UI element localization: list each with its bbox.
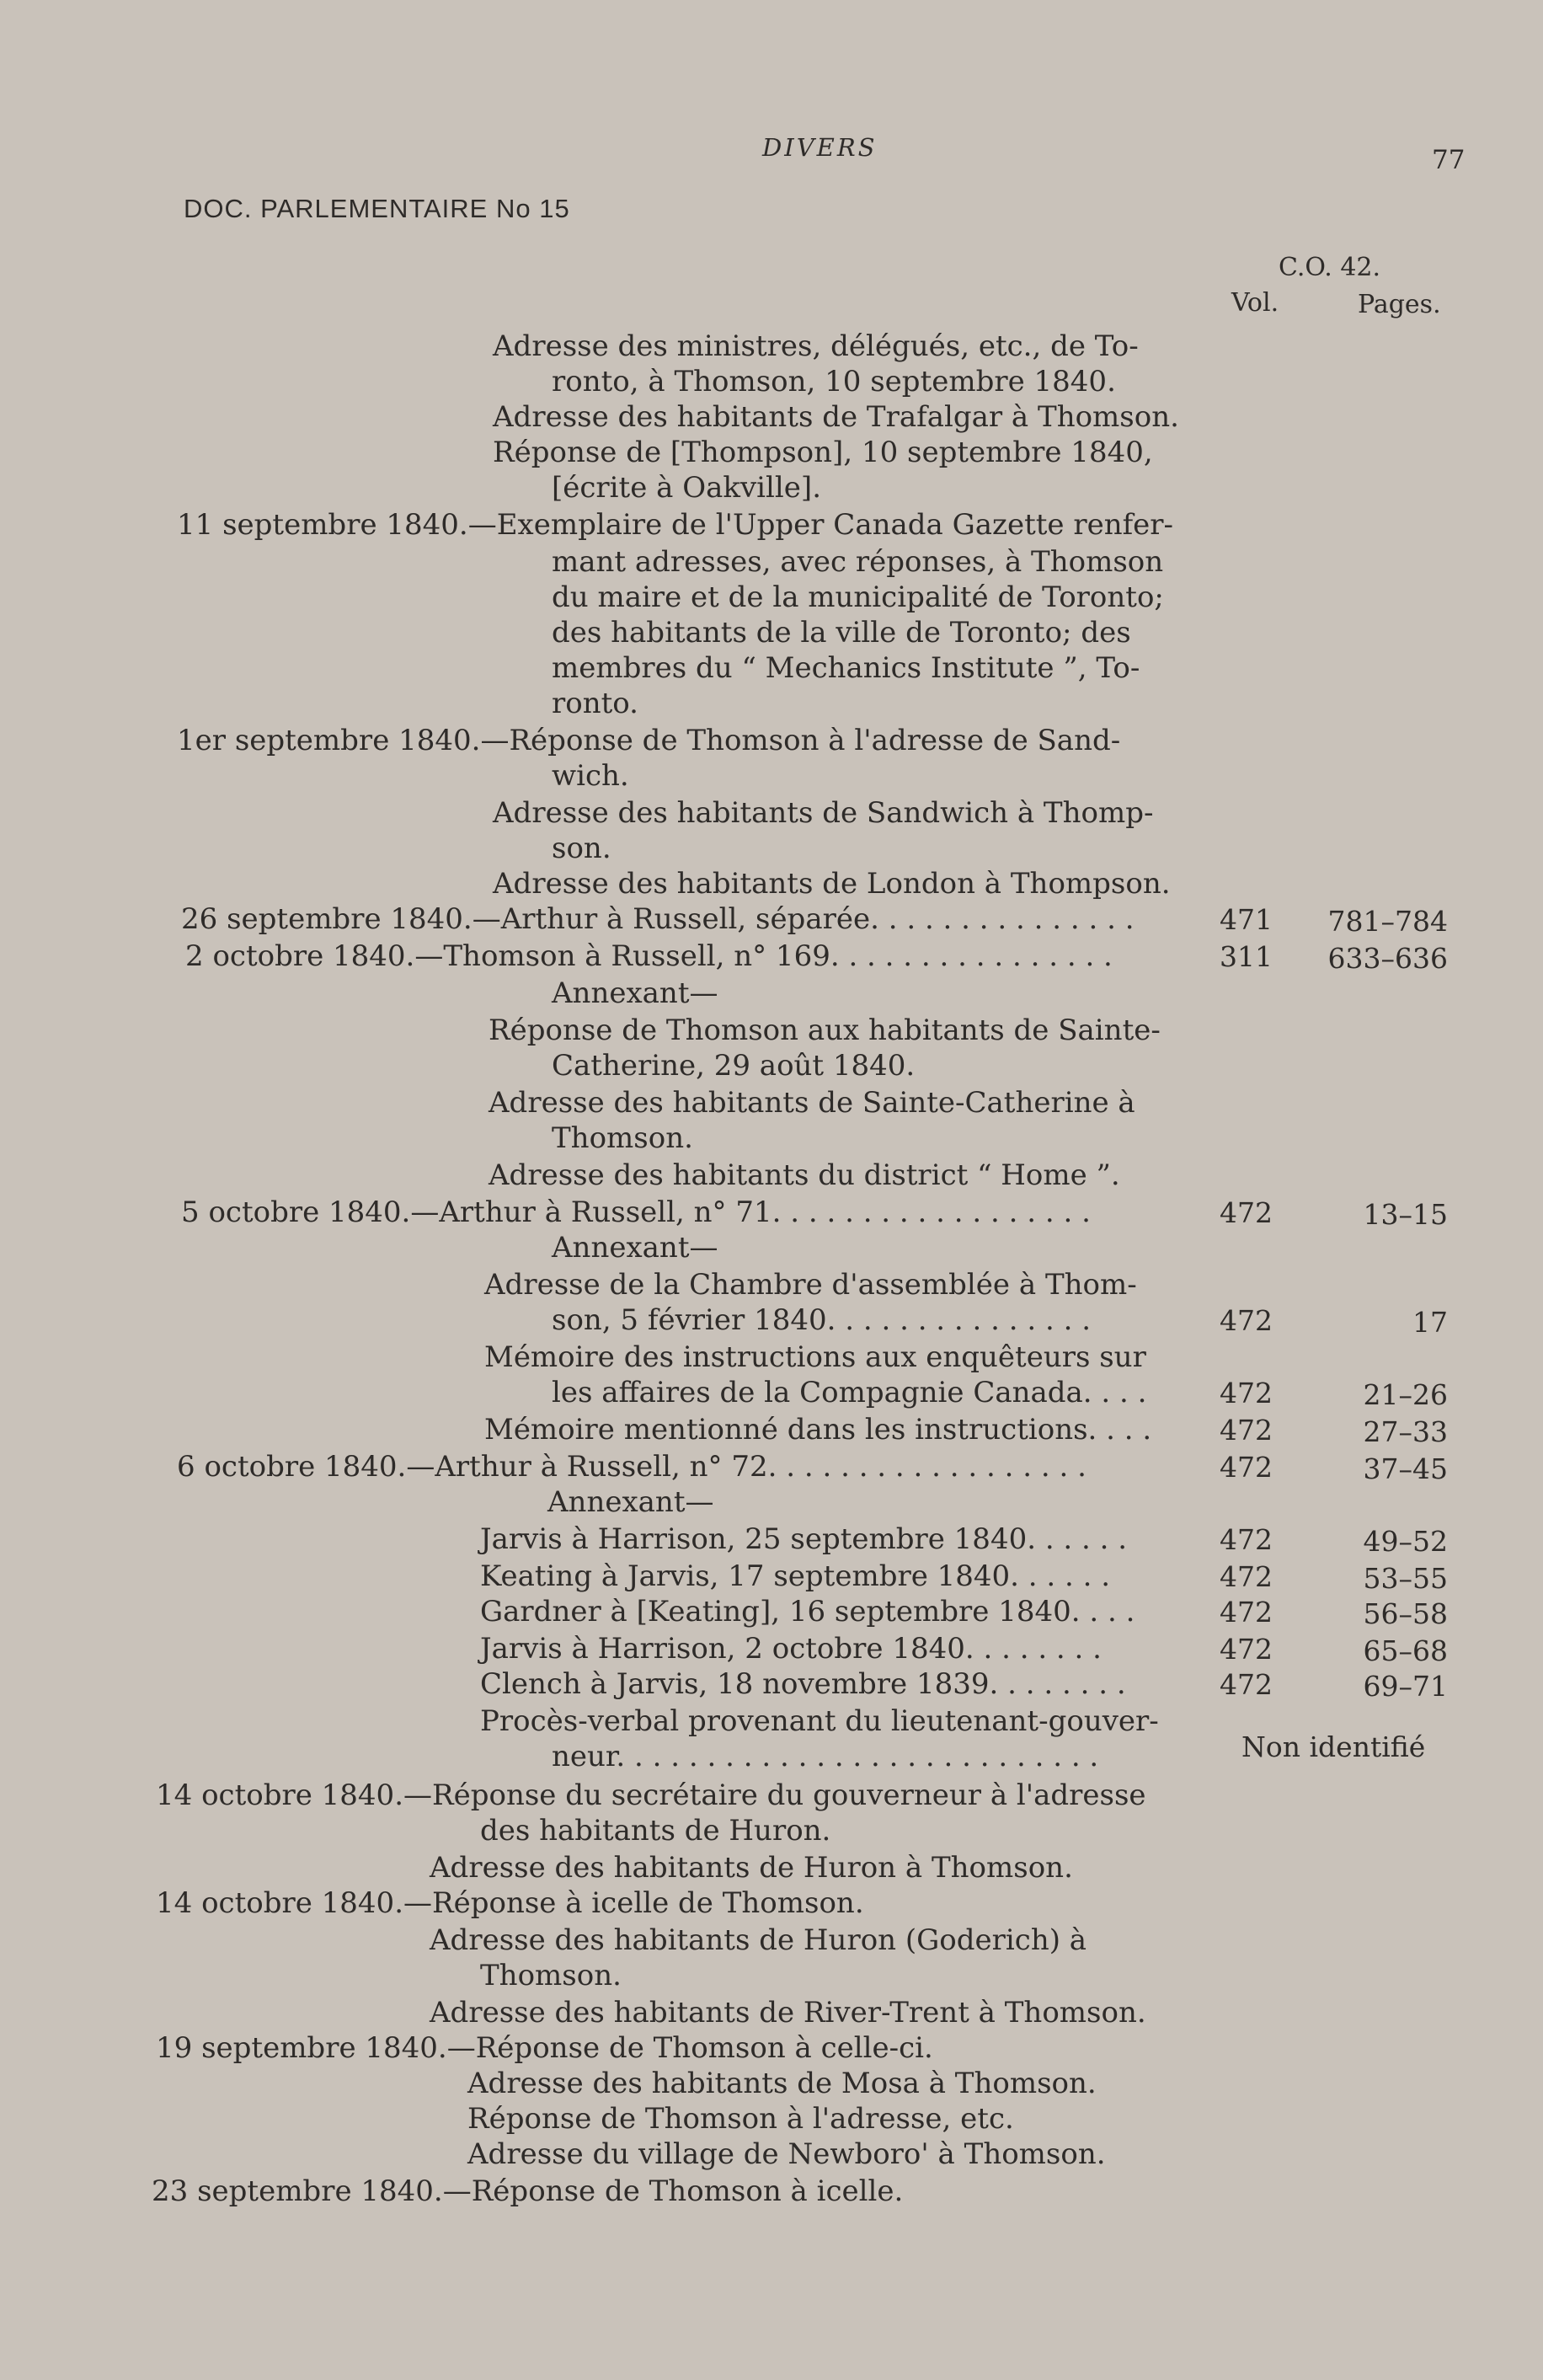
running-title: DIVERS — [762, 133, 878, 162]
page-number: 77 — [1432, 145, 1466, 175]
entry-line: Jarvis à Harrison, 25 septembre 1840. . . . . . — [480, 1522, 1128, 1556]
entry-line: Keating à Jarvis, 17 septembre 1840. . . . . . — [480, 1559, 1111, 1593]
entry-line: Mémoire mentionné dans les instructions. . . . — [484, 1413, 1152, 1447]
reference-note: Non identifié — [1241, 1730, 1426, 1763]
entry-line: Procès-verbal provenant du lieutenant-gouver- — [480, 1704, 1159, 1738]
entry-line: mant adresses, avec réponses, à Thomson — [552, 545, 1164, 579]
entry-line: Adresse des ministres, délégués, etc., de To- — [493, 329, 1139, 363]
entry-line: Adresse de la Chambre d'assemblée à Thom- — [484, 1268, 1137, 1302]
entry-line: Adresse des habitants de Sandwich à Thomp- — [493, 796, 1154, 830]
entry-line: Adresse du village de Newboro' à Thomson. — [467, 2137, 1106, 2171]
volume-number: 472 — [1220, 1451, 1273, 1484]
entry-line: [écrite à Oakville]. — [552, 471, 821, 505]
entry-line: 14 octobre 1840.—Réponse à icelle de Thomson. — [156, 1886, 864, 1920]
entry-line: les affaires de la Compagnie Canada. . . . — [552, 1376, 1147, 1409]
entry-line: Adresse des habitants de Mosa à Thomson. — [467, 2067, 1097, 2100]
entry-line: neur. . . . . . . . . . . . . . . . . . . . . . . . . . . — [552, 1740, 1099, 1773]
entry-line: Catherine, 29 août 1840. — [552, 1049, 916, 1083]
entry-line: 26 septembre 1840.—Arthur à Russell, séparée. . . . . . . . . . . . . . . — [181, 902, 1135, 936]
column-header-co: C.O. 42. — [1279, 253, 1381, 282]
entry-line: des habitants de Huron. — [480, 1814, 831, 1848]
volume-number: 472 — [1220, 1596, 1273, 1629]
volume-number: 472 — [1220, 1304, 1273, 1337]
entry-line: son, 5 février 1840. . . . . . . . . . . . . . . — [552, 1303, 1092, 1337]
volume-number: 472 — [1220, 1414, 1273, 1447]
entry-line: Annexant— — [552, 1231, 718, 1265]
entry-line: 1er septembre 1840.—Réponse de Thomson à l'adresse de Sand- — [177, 724, 1121, 757]
entry-line: Mémoire des instructions aux enquêteurs sur — [484, 1340, 1146, 1374]
page-range: 56–58 — [1363, 1597, 1448, 1630]
entry-line: Jarvis à Harrison, 2 octobre 1840. . . . . . . . — [480, 1632, 1102, 1666]
volume-number: 311 — [1220, 940, 1273, 973]
volume-number: 472 — [1220, 1633, 1273, 1666]
volume-number: 472 — [1220, 1377, 1273, 1409]
entry-line: 19 septembre 1840.—Réponse de Thomson à celle-ci. — [156, 2031, 933, 2065]
page-range: 633–636 — [1327, 942, 1448, 975]
page-range: 781–784 — [1327, 905, 1448, 938]
entry-line: wich. — [552, 759, 629, 793]
entry-line: Thomson. — [480, 1959, 622, 1992]
entry-line: des habitants de la ville de Toronto; des — [552, 616, 1131, 650]
page-range: 13–15 — [1363, 1198, 1448, 1231]
volume-number: 472 — [1220, 1560, 1273, 1593]
entry-line: Adresse des habitants de Trafalgar à Thomson. — [493, 400, 1179, 434]
entry-line: Adresse des habitants de Huron à Thomson. — [430, 1851, 1073, 1885]
entry-line: 11 septembre 1840.—Exemplaire de l'Upper Canada Gazette renfer- — [177, 508, 1174, 542]
page-range: 69–71 — [1363, 1670, 1448, 1703]
entry-line: 6 octobre 1840.—Arthur à Russell, n° 72. . . . . . . . . . . . . . . . . . — [177, 1450, 1087, 1484]
document-reference: DOC. PARLEMENTAIRE No 15 — [184, 194, 570, 223]
entry-line: Annexant— — [552, 976, 718, 1010]
entry-line: Thomson. — [552, 1121, 693, 1155]
entry-line: membres du “ Mechanics Institute ”, To- — [552, 651, 1140, 685]
entry-line: Réponse de [Thompson], 10 septembre 1840, — [493, 436, 1153, 469]
page-range: 17 — [1412, 1306, 1448, 1339]
entry-line: du maire et de la municipalité de Toronto; — [552, 580, 1164, 614]
entry-line: ronto, à Thomson, 10 septembre 1840. — [552, 365, 1116, 398]
entry-line: Réponse de Thomson à l'adresse, etc. — [467, 2102, 1014, 2136]
entry-line: Adresse des habitants de River-Trent à Thomson. — [430, 1996, 1146, 2030]
entry-line: Réponse de Thomson aux habitants de Sainte- — [489, 1014, 1161, 1047]
entry-line: Annexant— — [547, 1485, 714, 1519]
page-range: 37–45 — [1363, 1452, 1448, 1485]
page-range: 27–33 — [1363, 1415, 1448, 1448]
column-header-pages: Pages. — [1358, 290, 1441, 319]
page-range: 21–26 — [1363, 1378, 1448, 1411]
page-range: 49–52 — [1363, 1525, 1448, 1558]
entry-line: 14 octobre 1840.—Réponse du secrétaire du gouverneur à l'adresse — [156, 1778, 1146, 1812]
page-range: 65–68 — [1363, 1634, 1448, 1667]
entry-line: Adresse des habitants de London à Thompson. — [493, 867, 1171, 901]
volume-number: 472 — [1220, 1668, 1273, 1701]
entry-line: Adresse des habitants de Huron (Goderich) à — [430, 1923, 1087, 1957]
entry-line: 2 octobre 1840.—Thomson à Russell, n° 169. . . . . . . . . . . . . . . . — [185, 939, 1113, 973]
entry-line: Adresse des habitants du district “ Home ”. — [489, 1158, 1120, 1192]
entry-line: Gardner à [Keating], 16 septembre 1840. . . . — [480, 1595, 1135, 1629]
volume-number: 472 — [1220, 1523, 1273, 1556]
volume-number: 471 — [1220, 903, 1273, 936]
entry-line: Clench à Jarvis, 18 novembre 1839. . . . . . . . — [480, 1667, 1126, 1701]
volume-number: 472 — [1220, 1196, 1273, 1229]
entry-line: son. — [552, 832, 611, 865]
entry-line: 5 octobre 1840.—Arthur à Russell, n° 71. . . . . . . . . . . . . . . . . . — [181, 1195, 1091, 1229]
entry-line: Adresse des habitants de Sainte-Catherine à — [489, 1086, 1135, 1120]
entry-line: ronto. — [552, 687, 638, 720]
entry-line: 23 septembre 1840.—Réponse de Thomson à icelle. — [152, 2174, 904, 2208]
page-range: 53–55 — [1363, 1562, 1448, 1595]
column-header-vol: Vol. — [1231, 288, 1279, 318]
